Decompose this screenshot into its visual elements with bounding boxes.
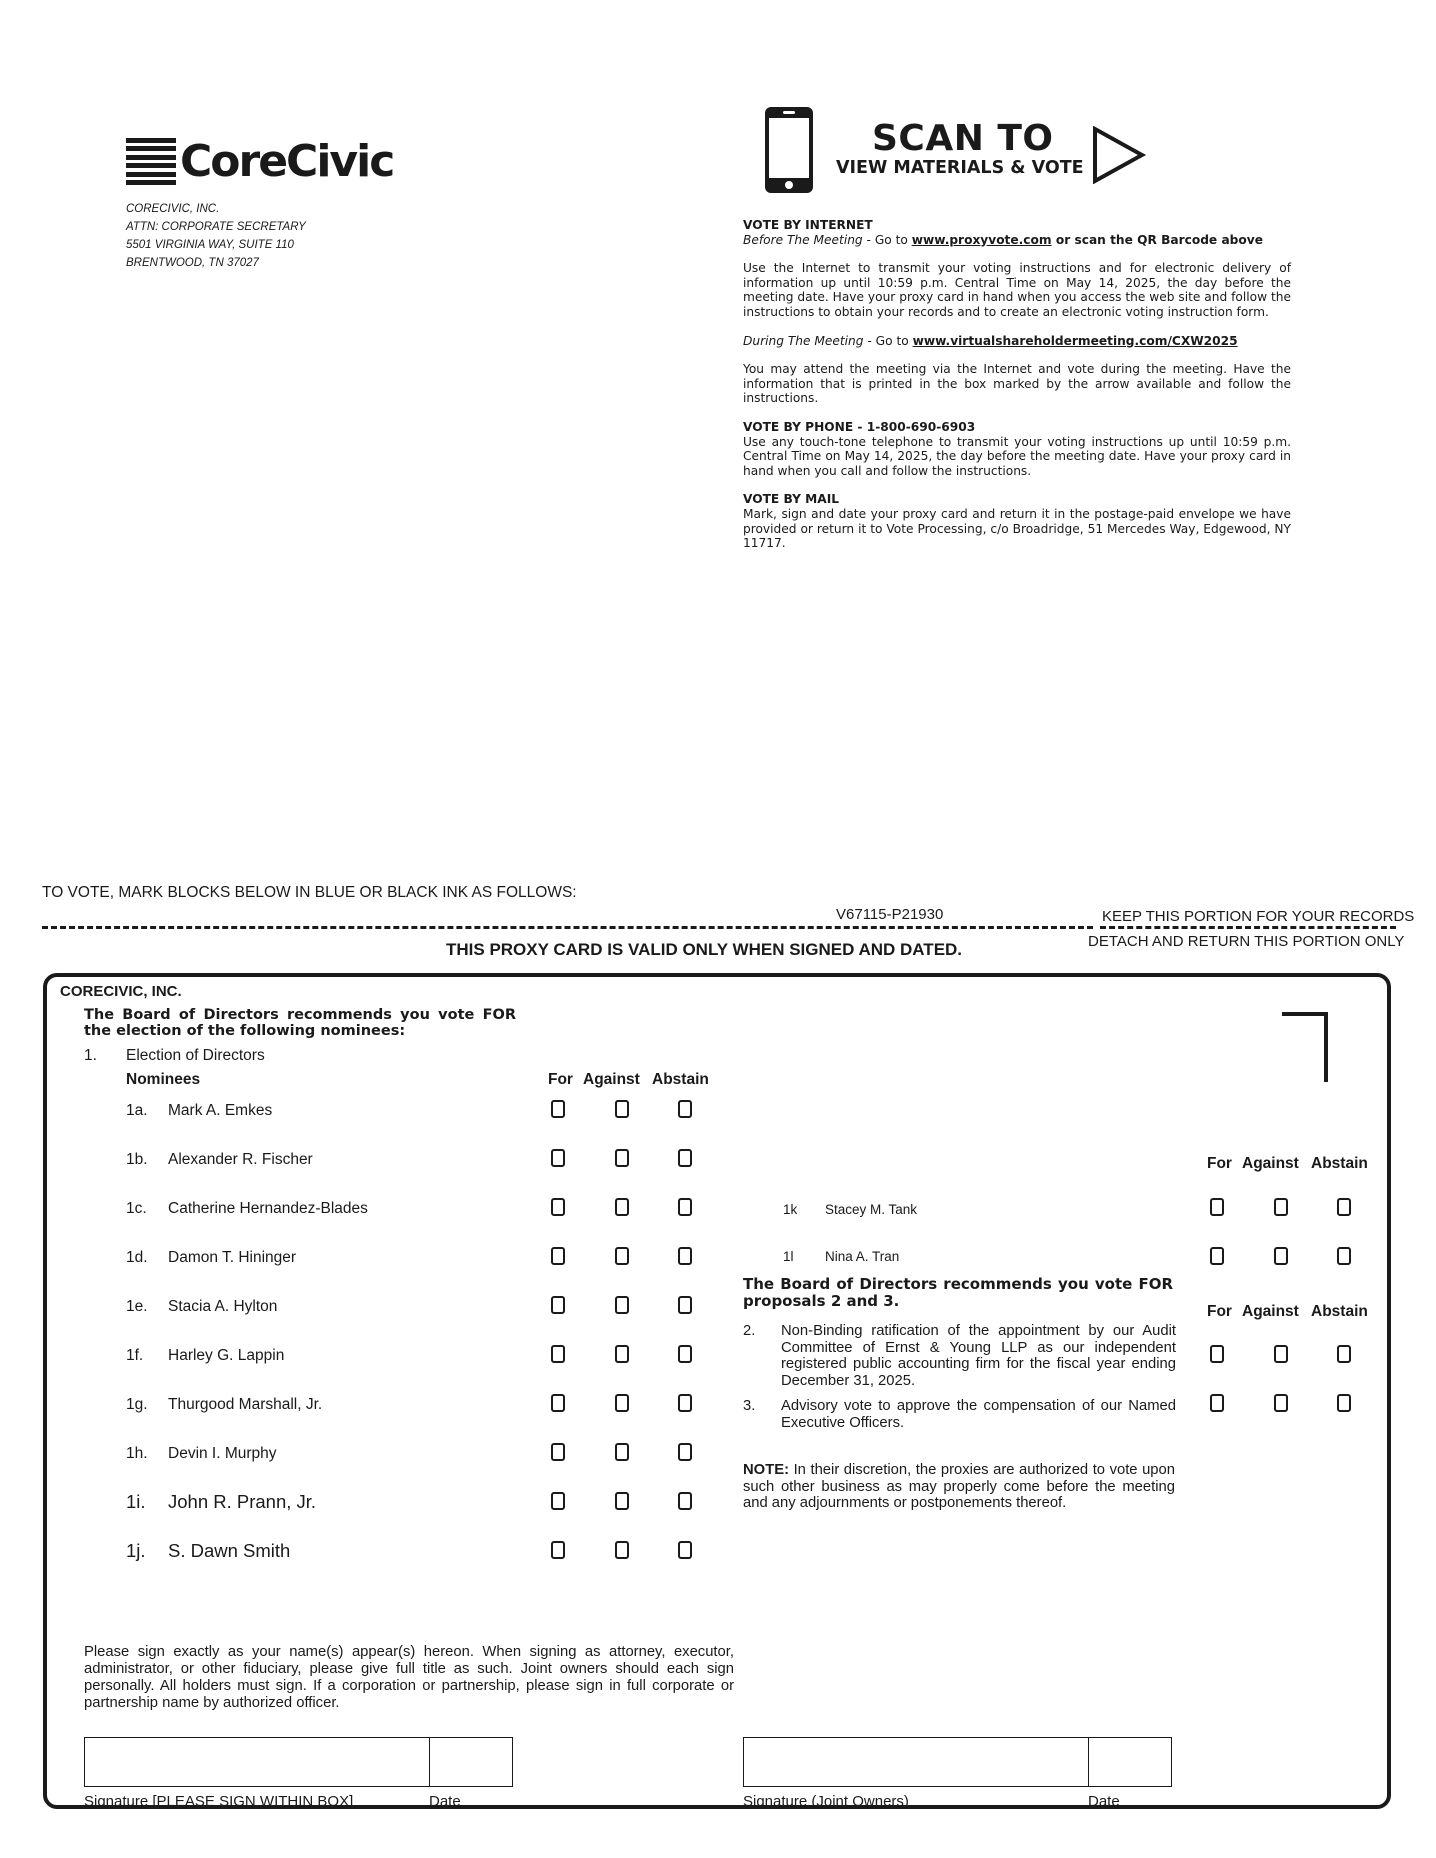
checkbox-1k-abstain[interactable]: [1337, 1198, 1351, 1216]
checkbox-1j-abstain[interactable]: [678, 1541, 692, 1559]
detach-line: [42, 926, 1093, 929]
nominees-header: Nominees: [126, 1071, 201, 1088]
checkbox-1d-against[interactable]: [615, 1247, 629, 1265]
col-for-header-proposals: For: [1207, 1303, 1232, 1320]
checkbox-1g-against[interactable]: [615, 1394, 629, 1412]
logo-text: CoreCivic: [180, 136, 394, 187]
vote-during-meeting: During The Meeting - Go to www.virtualshareholdermeeting.com/CXW2025: [743, 333, 1238, 348]
checkbox-1j-for[interactable]: [551, 1541, 565, 1559]
detach-line-right: [1100, 926, 1396, 929]
nominee-1g: 1g. Thurgood Marshall, Jr.: [126, 1396, 323, 1413]
virtual-meeting-link[interactable]: www.virtualshareholdermeeting.com/CXW2025: [912, 333, 1238, 348]
checkbox-1d-for[interactable]: [551, 1247, 565, 1265]
checkbox-1h-against[interactable]: [615, 1443, 629, 1461]
checkbox-1e-abstain[interactable]: [678, 1296, 692, 1314]
checkbox-1h-abstain[interactable]: [678, 1443, 692, 1461]
joint-date-label: Date: [1088, 1793, 1120, 1810]
checkbox-1k-against[interactable]: [1274, 1198, 1288, 1216]
date-box[interactable]: [429, 1737, 513, 1787]
col-for-header-right: For: [1207, 1155, 1232, 1172]
mark-instructions: TO VOTE, MARK BLOCKS BELOW IN BLUE OR BLACK INK AS FOLLOWS:: [42, 884, 577, 901]
checkbox-1a-abstain[interactable]: [678, 1100, 692, 1118]
nominee-1b: 1b. Alexander R. Fischer: [126, 1151, 313, 1168]
voting-instructions: [743, 218, 1291, 565]
checkbox-1g-for[interactable]: [551, 1394, 565, 1412]
vote-mail-title: VOTE BY MAIL: [743, 492, 840, 507]
checkbox-1f-abstain[interactable]: [678, 1345, 692, 1363]
vote-internet-title: VOTE BY INTERNET: [743, 218, 873, 232]
signature-instructions: Please sign exactly as your name(s) appear(s) hereon. When signing as attorney, executor, administrator, or other fiduciary, please give full title as such. Joint owners should each sign personally. All holders must sign. If a corporation or partnership, please sign in full corporate or partnership name by authorized officer.: [84, 1644, 734, 1711]
checkbox-1i-against[interactable]: [615, 1492, 629, 1510]
date-label: Date: [429, 1793, 461, 1810]
mailing-address: CORECIVIC, INC. ATTN: CORPORATE SECRETARY 5501 VIRGINIA WAY, SUITE 110 BRENTWOOD, TN 37027: [126, 203, 306, 269]
play-arrow-icon: [1092, 126, 1146, 184]
proxy-note: NOTE: In their discretion, the proxies are authorized to vote upon such other business as may properly come before the meeting and any adjournments or postponements thereof.: [743, 1462, 1175, 1511]
checkbox-1j-against[interactable]: [615, 1541, 629, 1559]
nominee-1f: 1f. Harley G. Lappin: [126, 1347, 285, 1364]
checkbox-1l-abstain[interactable]: [1337, 1247, 1351, 1265]
checkbox-1h-for[interactable]: [551, 1443, 565, 1461]
col-abstain-header-right: Abstain: [1311, 1155, 1368, 1172]
nominee-1j: 1j. S. Dawn Smith: [126, 1540, 291, 1561]
checkbox-3-against[interactable]: [1274, 1394, 1288, 1412]
scan-title: SCAN TO: [872, 118, 1054, 159]
vote-mail-text: Mark, sign and date your proxy card and return it in the postage-paid envelope we have provided or return it to Vote Processing, c/o Broadridge, 51 Mercedes Way, Edgewood, NY 11717.: [743, 506, 1291, 551]
checkbox-3-for[interactable]: [1210, 1394, 1224, 1412]
checkbox-1e-for[interactable]: [551, 1296, 565, 1314]
checkbox-1k-for[interactable]: [1210, 1198, 1224, 1216]
checkbox-1f-against[interactable]: [615, 1345, 629, 1363]
nominee-1k: 1k Stacey M. Tank: [783, 1202, 918, 1217]
checkbox-1e-against[interactable]: [615, 1296, 629, 1314]
nominee-1d: 1d. Damon T. Hininger: [126, 1249, 297, 1266]
joint-signature-box[interactable]: [743, 1737, 1089, 1787]
checkbox-1c-against[interactable]: [615, 1198, 629, 1216]
checkbox-1c-for[interactable]: [551, 1198, 565, 1216]
vote-during-text: You may attend the meeting via the Internet and vote during the meeting. Have the information that is printed in the box marked by the arrow available and follow the instructions.: [743, 362, 1291, 406]
checkbox-1f-for[interactable]: [551, 1345, 565, 1363]
checkbox-1i-for[interactable]: [551, 1492, 565, 1510]
checkbox-1l-against[interactable]: [1274, 1247, 1288, 1265]
vote-before-meeting: Before The Meeting - Go to www.proxyvote.com or scan the QR Barcode above: [743, 232, 1263, 247]
checkbox-1b-abstain[interactable]: [678, 1149, 692, 1167]
card-company-name: CORECIVIC, INC.: [60, 983, 182, 1000]
keep-portion-label: KEEP THIS PORTION FOR YOUR RECORDS: [1102, 908, 1415, 925]
corner-mark: [1282, 1012, 1328, 1082]
vote-phone-text: Use any touch-tone telephone to transmit your voting instructions up until 10:59 p.m. Central Time on May 14, 2025, the day before the meeting date. Have your proxy card in hand when you call and follow the instructions.: [743, 434, 1291, 478]
checkbox-1b-against[interactable]: [615, 1149, 629, 1167]
nominee-1c: 1c. Catherine Hernandez-Blades: [126, 1200, 368, 1217]
checkbox-1g-abstain[interactable]: [678, 1394, 692, 1412]
checkbox-1a-against[interactable]: [615, 1100, 629, 1118]
checkbox-2-for[interactable]: [1210, 1345, 1224, 1363]
proxyvote-link[interactable]: www.proxyvote.com: [911, 232, 1052, 247]
signature-label: Signature [PLEASE SIGN WITHIN BOX]: [84, 1793, 354, 1810]
proposal-2: 2. Non-Binding ratification of the appointment by our Audit Committee of Ernst & Young LLP as our independent registered public accounting firm for the fiscal year ending December 31, 2025.: [743, 1323, 1176, 1389]
signature-box[interactable]: [84, 1737, 430, 1787]
control-number: V67115-P21930: [836, 906, 944, 923]
nominee-1i: 1i. John R. Prann, Jr.: [126, 1491, 317, 1512]
checkbox-1l-for[interactable]: [1210, 1247, 1224, 1265]
vote-internet-text: Use the Internet to transmit your voting instructions and for electronic delivery of information up until 10:59 p.m. Central Time on May 14, 2025, the day before the meeting date. Have your proxy card in hand when you access the web site and follow the instructions to obtain your records and to create an electronic voting instruction form.: [743, 261, 1291, 319]
col-for-header: For: [548, 1071, 573, 1088]
detach-portion-label: DETACH AND RETURN THIS PORTION ONLY: [1088, 933, 1405, 950]
checkbox-2-abstain[interactable]: [1337, 1345, 1351, 1363]
item-1-election: 1. Election of Directors: [84, 1047, 265, 1064]
checkbox-1c-abstain[interactable]: [678, 1198, 692, 1216]
nominee-1e: 1e. Stacia A. Hylton: [126, 1298, 278, 1315]
checkbox-1a-for[interactable]: [551, 1100, 565, 1118]
checkbox-2-against[interactable]: [1274, 1345, 1288, 1363]
checkbox-1b-for[interactable]: [551, 1149, 565, 1167]
col-abstain-header-proposals: Abstain: [1311, 1303, 1368, 1320]
nominee-1h: 1h. Devin I. Murphy: [126, 1445, 277, 1462]
nominee-1l: 1l Nina A. Tran: [783, 1249, 900, 1264]
logo-building-icon: [126, 138, 176, 186]
col-against-header-right: Against: [1242, 1155, 1299, 1172]
scan-subtitle: VIEW MATERIALS & VOTE: [836, 158, 1084, 178]
proposals-recommendation: The Board of Directors recommends you vote FOR proposals 2 and 3.: [743, 1275, 1173, 1310]
proposal-3: 3. Advisory vote to approve the compensation of our Named Executive Officers.: [743, 1398, 1176, 1431]
checkbox-3-abstain[interactable]: [1337, 1394, 1351, 1412]
phone-icon: [764, 106, 814, 194]
vote-phone-title: VOTE BY PHONE - 1-800-690-6903: [743, 419, 976, 434]
col-against-header-proposals: Against: [1242, 1303, 1299, 1320]
col-abstain-header: Abstain: [652, 1071, 709, 1088]
checkbox-1d-abstain[interactable]: [678, 1247, 692, 1265]
col-against-header: Against: [583, 1071, 640, 1088]
joint-date-box[interactable]: [1088, 1737, 1172, 1787]
nominee-1a: 1a. Mark A. Emkes: [126, 1102, 273, 1119]
joint-signature-label: Signature (Joint Owners): [743, 1793, 909, 1810]
directors-recommendation: The Board of Directors recommends you vote FOR the election of the following nominees:: [84, 1007, 516, 1039]
company-logo: [126, 136, 393, 187]
checkbox-1i-abstain[interactable]: [678, 1492, 692, 1510]
valid-notice: THIS PROXY CARD IS VALID ONLY WHEN SIGNED AND DATED.: [446, 940, 963, 959]
